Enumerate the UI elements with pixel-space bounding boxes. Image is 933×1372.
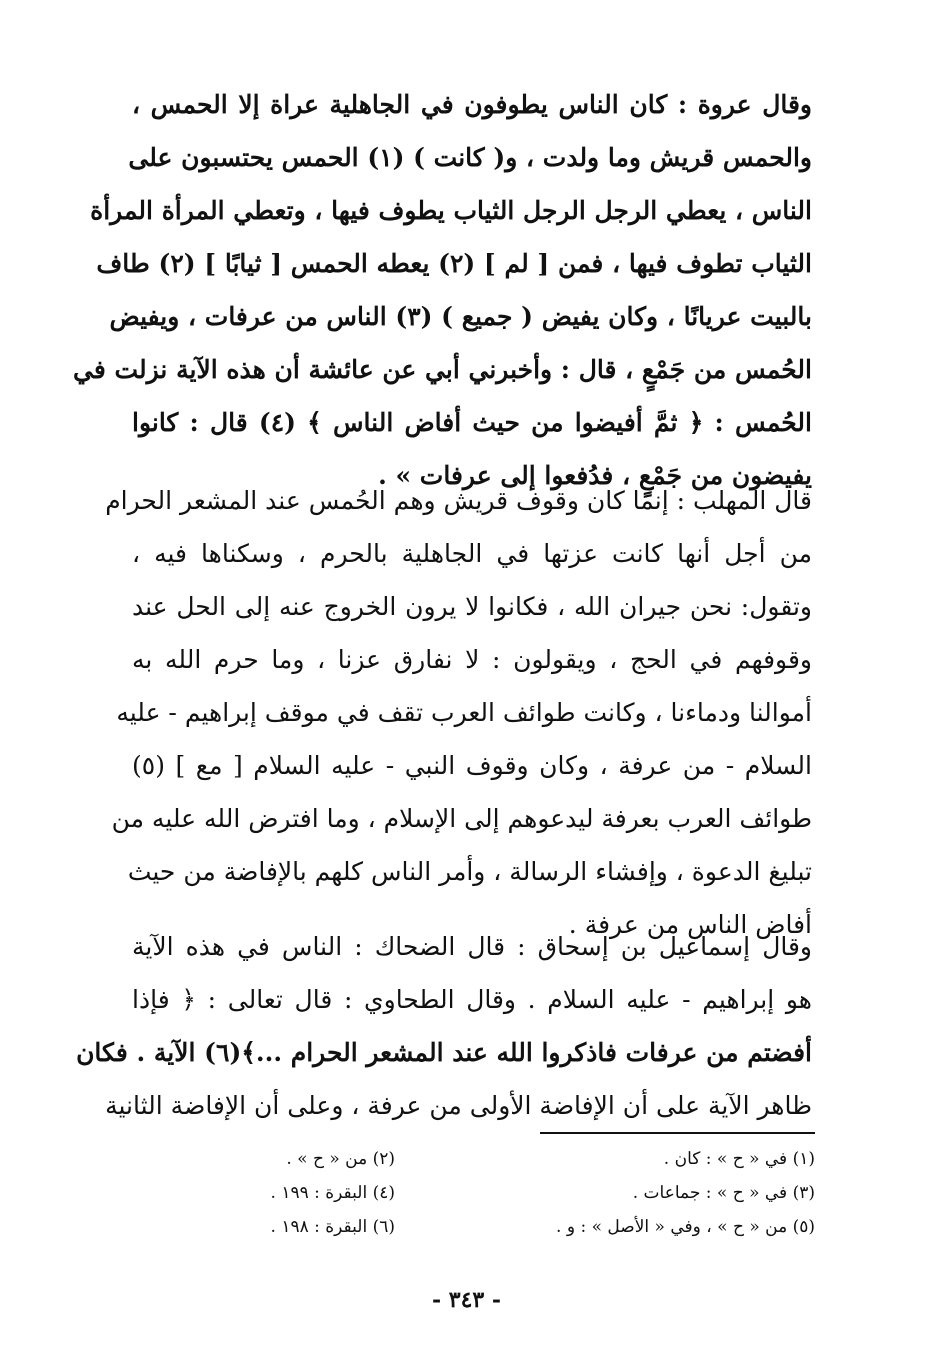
text-line: وقال إسماعيل بن إسحاق : قال الضحاك : الناس في هذه الآية	[132, 932, 812, 961]
text-line: وقوفهم في الحج ، ويقولون : لا نفارق عزنا ، وما حرم الله به	[132, 645, 812, 674]
text-line: الحُمس : ﴿ ثمَّ أفيضوا من حيث أفاض الناس ﴾ (٤) قال : كانوا	[132, 408, 812, 437]
footnote: (٤) البقرة : ١٩٩ .	[270, 1183, 395, 1203]
footnote: (٣) في « ح » : جماعات .	[632, 1183, 815, 1203]
text-line: وتقول: نحن جيران الله ، فكانوا لا يرون الخروج عنه إلى الحل عند	[132, 592, 812, 621]
text-line: تبليغ الدعوة ، وإفشاء الرسالة ، وأمر الناس كلهم بالإفاضة من حيث	[127, 857, 812, 886]
text-line: يفيضون من جَمْعٍ ، فدُفعوا إلى عرفات » .	[378, 461, 812, 490]
text-line: طوائف العرب بعرفة ليدعوهم إلى الإسلام ، وما افترض الله عليه من	[111, 804, 812, 833]
paragraph-muhallab	[105, 474, 812, 951]
text-line: ظاهر الآية على أن الإفاضة الأولى من عرفة ، وعلى أن الإفاضة الثانية	[105, 1091, 812, 1120]
footnote-divider	[540, 1132, 815, 1134]
page-number: - ٣٤٣ -	[431, 1287, 502, 1313]
text-line: من أجل أنها كانت عزتها في الجاهلية بالحرم ، وسكناها فيه ،	[132, 539, 812, 568]
text-line: والحمس قريش وما ولدت ، و( كانت ) (١) الحمس يحتسبون على	[128, 143, 812, 172]
text-line: قال المهلب : إنما كان وقوف قريش وهم الحُمس عند المشعر الحرام	[105, 486, 812, 515]
text-line: الناس ، يعطي الرجل الرجل الثياب يطوف فيها ، وتعطي المرأة المرأة	[90, 196, 812, 225]
paragraph-urwa	[72, 78, 812, 502]
paragraph-ismail	[76, 920, 812, 1132]
footnote: (١) في « ح » : كان .	[663, 1149, 815, 1169]
text-line: أفضتم من عرفات فاذكروا الله عند المشعر الحرام ...﴾(٦) الآية . فكان	[76, 1038, 812, 1067]
text-line: الثياب تطوف فيها ، فمن [ لم ] (٢) يعطه الحمس [ ثيابًا ] (٢) طاف	[96, 249, 812, 278]
text-line: الحُمس من جَمْعٍ ، قال : وأخبرني أبي عن عائشة أن هذه الآية نزلت في	[72, 355, 812, 384]
text-line: أفاض الناس من عرفة .	[568, 910, 812, 939]
text-line: السلام - من عرفة ، وكان وقوف النبي - عليه السلام [ مع ] (٥)	[132, 751, 812, 780]
text-line: هو إبراهيم - عليه السلام . وقال الطحاوي : قال تعالى : ﴿ فإذا	[132, 985, 812, 1014]
text-line: وقال عروة : كان الناس يطوفون في الجاهلية عراة إلا الحمس ،	[132, 90, 812, 119]
footnote: (٦) البقرة : ١٩٨ .	[270, 1217, 395, 1237]
footnote: (٢) من « ح » .	[286, 1149, 395, 1169]
footnote: (٥) من « ح » ، وفي « الأصل » : و .	[556, 1217, 815, 1237]
text-line: أموالنا ودماءنا ، وكانت طوائف العرب تقف في موقف إبراهيم - عليه	[116, 698, 812, 727]
text-line: بالبيت عريانًا ، وكان يفيض ( جميع ) (٣) الناس من عرفات ، ويفيض	[109, 302, 812, 331]
footnotes	[200, 1142, 815, 1262]
